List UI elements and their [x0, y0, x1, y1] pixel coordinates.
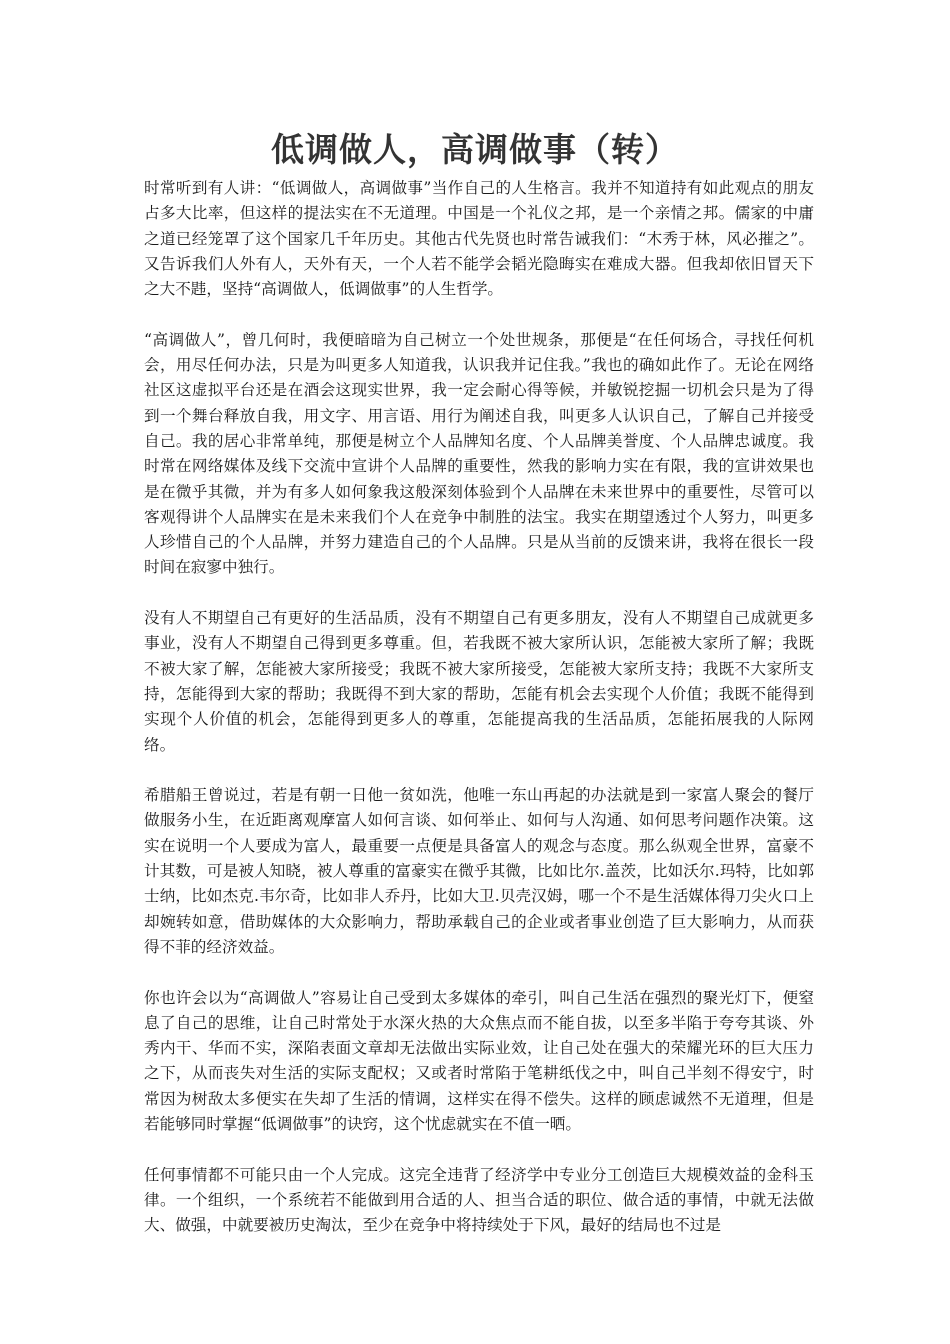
paragraph: 时常听到有人讲：“低调做人，高调做事”当作自己的人生格言。我并不知道持有如此观点的朋友占多大比率，但这样的提法实在不无道理。中国是一个礼仪之邦，是一个亲情之邦。儒家的中庸之道已经笼罩了这个国家几千年历史。其他古代先贤也时常告诫我们：“木秀于林，风必摧之”。又告诉我们人外有人，天外有天，一个人若不能学会韬光隐晦实在难成大器。但我却依旧冒天下之大不韪，坚持“高调做人，低调做事”的人生哲学。: [144, 179, 814, 299]
paragraph: 你也许会以为“高调做人”容易让自己受到太多媒体的牵引，叫自己生活在强烈的聚光灯下，便窒息了自己的思维，让自己时常处于水深火热的大众焦点而不能自拔，以至多半陷于夸夸其谈、外秀内干、华而不实，深陷表面文章却无法做出实际业效，让自己处在强大的荣耀光环的巨大压力之下，从而丧失对生活的实际支配权；又或者时常陷于笔耕纸伐之中，叫自己半刻不得安宁，时常因为树敌太多便实在失却了生活的情调，这样实在得不偿失。这样的顾虑诚然不无道理，但是若能够同时掌握“低调做事”的诀窍，这个忧虑就实在不值一晒。: [144, 988, 814, 1133]
paragraph: “高调做人”，曾几何时，我便暗暗为自己树立一个处世规条，那便是“在任何场合，寻找任何机会，用尽任何办法，只是为叫更多人知道我，认识我并记住我。”我也的确如此作了。无论在网络社区这虚拟平台还是在酒会这现实世界，我一定会耐心得等候，并敏锐挖掘一切机会只是为了得到一个舞台释放自我，用文字、用言语、用行为阐述自我，叫更多人认识自己，了解自己并接受自己。我的居心非常单纯，那便是树立个人品牌知名度、个人品牌美誉度、个人品牌忠诚度。我时常在网络媒体及线下交流中宣讲个人品牌的重要性，然我的影响力实在有限，我的宣讲效果也是在微乎其微，并为有多人如何象我这般深刻体验到个人品牌在未来世界中的重要性，尽管可以客观得讲个人品牌实在是未来我们个人在竞争中制胜的法宝。我实在期望透过个人努力，叫更多人珍惜自己的个人品牌，并努力建造自己的个人品牌。只是从当前的反馈来讲，我将在很长一段时间在寂寥中独行。: [144, 330, 814, 577]
paragraph: 没有人不期望自己有更好的生活品质，没有不期望自己有更多朋友，没有人不期望自己成就更多事业，没有人不期望自己得到更多尊重。但，若我既不被大家所认识，怎能被大家所了解；我既不被大家了解，怎能被大家所接受；我既不被大家所接受，怎能被大家所支持；我既不大家所支持，怎能得到大家的帮助；我既得不到大家的帮助，怎能有机会去实现个人价值；我既不能得到实现个人价值的机会，怎能得到更多人的尊重，怎能提高我的生活品质，怎能拓展我的人际网络。: [144, 609, 814, 754]
paragraph: 希腊船王曾说过，若是有朝一日他一贫如洗，他唯一东山再起的办法就是到一家富人聚会的餐厅做服务小生，在近距离观摩富人如何言谈、如何举止、如何与人沟通、如何思考问题作决策。这实在说明一个人要成为富人，最重要一点便是具备富人的观念与态度。那么纵观全世界，富豪不计其数，可是被人知晓，被人尊重的富豪实在微乎其微，比如比尔.盖茨，比如沃尔.玛特，比如郭士纳，比如杰克.韦尔奇，比如非人乔丹，比如大卫.贝壳汉姆，哪一个不是生活媒体得刀尖火口上却婉转如意，借助媒体的大众影响力，帮助承载自己的企业或者事业创造了巨大影响力，从而获得不菲的经济效益。: [144, 786, 814, 956]
paragraph: 任何事情都不可能只由一个人完成。这完全违背了经济学中专业分工创造巨大规模效益的金科玉律。一个组织，一个系统若不能做到用合适的人、担当合适的职位、做合适的事情，中就无法做大、做强，中就要被历史淘汰，至少在竞争中将持续处于下风，最好的结局也不过是: [144, 1165, 814, 1235]
document-body: [144, 176, 814, 1264]
document-title: 低调做人，高调做事（转）: [271, 130, 679, 169]
